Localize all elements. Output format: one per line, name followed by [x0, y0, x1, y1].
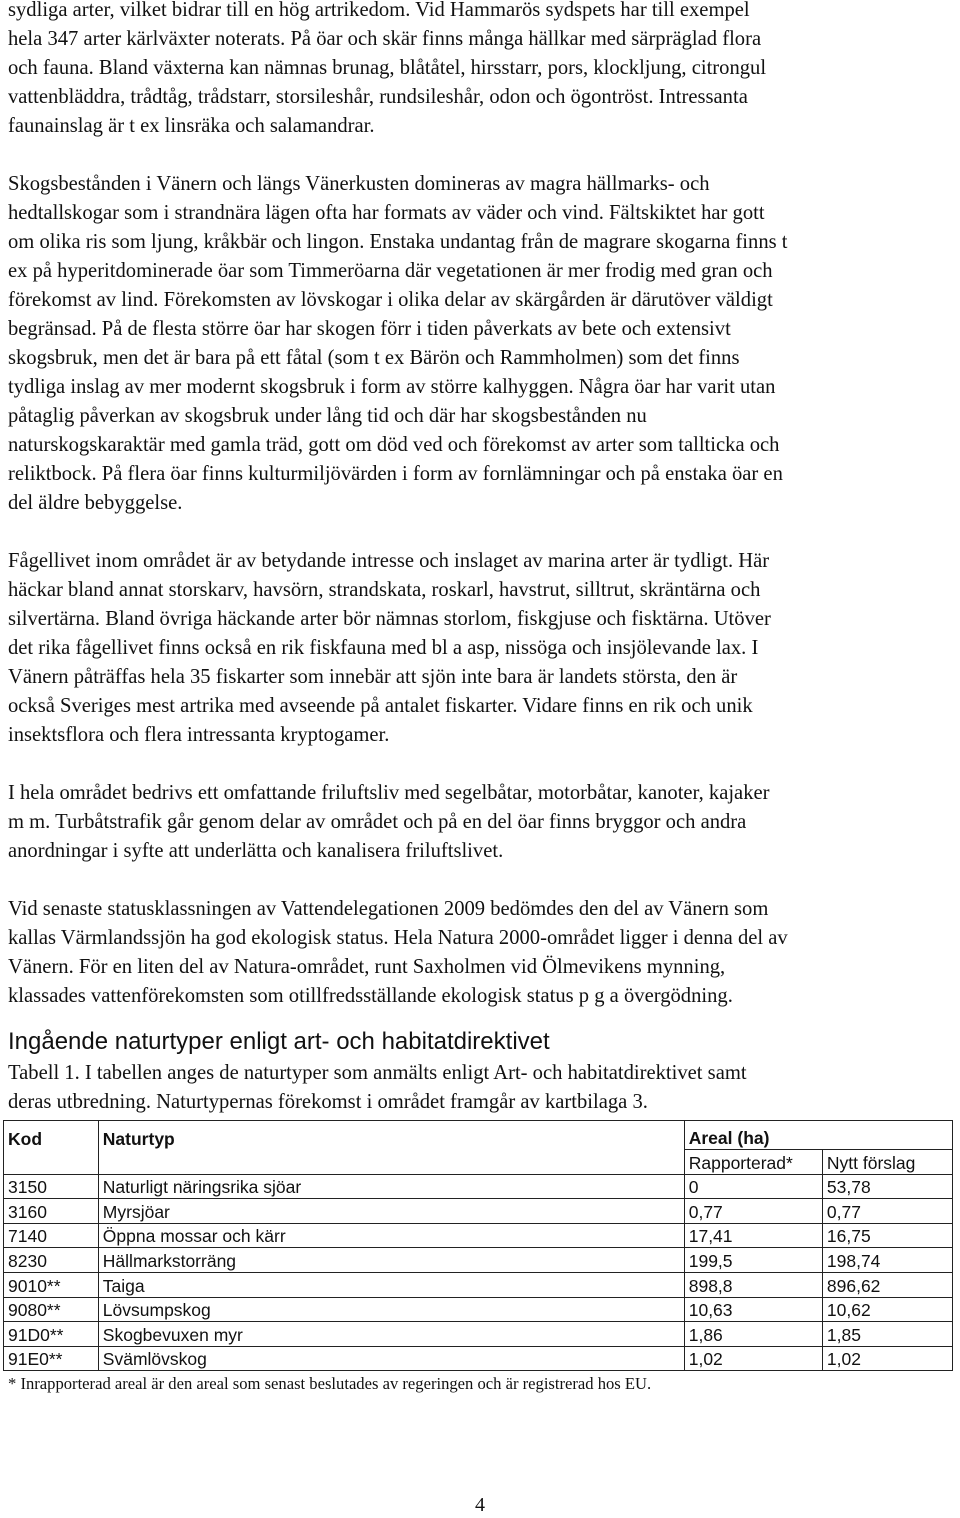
text-line: silvertärna. Bland övriga häckande arter bör nämnas storlom, fiskgjuse och fisktärna. Utöver	[8, 608, 771, 630]
cell-rapporterad: 10,63	[684, 1297, 822, 1322]
paragraph-water-status	[8, 895, 954, 1011]
header-naturtyp: Naturtyp	[98, 1121, 684, 1150]
text-line: Skogsbestånden i Vänern och längs Vänerkusten domineras av magra hällmarks- och	[8, 173, 710, 195]
table-row	[4, 1199, 953, 1224]
cell-nytt: 198,74	[822, 1248, 952, 1273]
cell-rapporterad: 199,5	[684, 1248, 822, 1273]
table-subheader-row	[4, 1150, 953, 1175]
text-line: Vänern. För en liten del av Natura-området, runt Saxholmen vid Ölmevikens mynning,	[8, 956, 726, 978]
cell-kod: 7140	[4, 1223, 99, 1248]
cell-kod: 3150	[4, 1174, 99, 1199]
cell-nytt: 16,75	[822, 1223, 952, 1248]
text-line: anordningar i syfte att underlätta och kanalisera friluftslivet.	[8, 840, 504, 862]
cell-nytt: 0,77	[822, 1199, 952, 1224]
text-line: deras utbredning. Naturtypernas förekomst i området framgår av kartbilaga 3.	[8, 1091, 648, 1113]
text-line: det rika fågellivet finns också en rik fiskfauna med bl a asp, nissöga och insjölevande lax. I	[8, 637, 759, 659]
cell-nytt: 1,02	[822, 1346, 952, 1371]
paragraph-outdoor-life	[8, 779, 954, 866]
text-line: Vänern påträffas hela 35 fiskarter som innebär att sjön inte bara är landets största, den är	[8, 666, 738, 688]
text-line: insektsflora och flera intressanta kryptogamer.	[8, 724, 390, 746]
text-line: naturskogskaraktär med gamla träd, gott om död ved och förekomst av arter som tallticka och	[8, 434, 780, 456]
cell-rapporterad: 0,77	[684, 1199, 822, 1224]
cell-nytt: 10,62	[822, 1297, 952, 1322]
section-heading: Ingående naturtyper enligt art- och habitatdirektivet	[8, 1028, 550, 1055]
cell-nytt: 53,78	[822, 1174, 952, 1199]
text-line: kallas Värmlandssjön ha god ekologisk status. Hela Natura 2000-området ligger i denna del av	[8, 927, 788, 949]
section-gap	[8, 1011, 954, 1023]
cell-naturtyp: Skogbevuxen myr	[98, 1322, 684, 1347]
cell-naturtyp: Lövsumpskog	[98, 1297, 684, 1322]
paragraph-gap	[8, 866, 954, 895]
text-line: ex på hyperitdominerade öar som Timmeröarna där vegetationen är mer frodig med gran och	[8, 260, 773, 282]
text-line: också Sveriges mest artrika med avseende på antalet fiskarter. Vidare finns en rik och unik	[8, 695, 753, 717]
table-row	[4, 1297, 953, 1322]
text-line: förekomst av lind. Förekomsten av lövskogar i olika delar av skärgården är därutöver väldigt	[8, 289, 773, 311]
page-number: 4	[475, 1494, 485, 1516]
cell-naturtyp: Svämlövskog	[98, 1346, 684, 1371]
header-nytt-forslag: Nytt förslag	[822, 1150, 952, 1175]
text-line: hedtallskogar som i strandnära lägen ofta har formats av väder och vind. Fältskiktet har gott	[8, 202, 765, 224]
cell-nytt: 896,62	[822, 1272, 952, 1297]
paragraph-birds	[8, 547, 954, 750]
table-caption	[8, 1059, 954, 1117]
cell-kod: 3160	[4, 1199, 99, 1224]
header-kod: Kod	[4, 1121, 99, 1150]
text-line: skogsbruk, men det är bara på ett fåtal (som t ex Bärön och Rammholmen) som det finns	[8, 347, 740, 369]
text-line: del äldre bebyggelse.	[8, 492, 183, 514]
paragraph-gap	[8, 141, 954, 170]
text-line: Fågellivet inom området är av betydande intresse och inslaget av marina arter är tydligt. Här	[8, 550, 770, 572]
header-kod-spacer	[4, 1150, 99, 1175]
cell-kod: 91D0**	[4, 1322, 99, 1347]
paragraph-flora	[8, 0, 954, 141]
paragraph-gap	[8, 518, 954, 547]
text-line: om olika ris som ljung, kråkbär och lingon. Enstaka undantag från de magrare skogarna finns t	[8, 231, 788, 253]
cell-kod: 91E0**	[4, 1346, 99, 1371]
text-line: sydliga arter, vilket bidrar till en hög artrikedom. Vid Hammarös sydspets har till exempel	[8, 0, 750, 21]
cell-rapporterad: 0	[684, 1174, 822, 1199]
cell-rapporterad: 1,02	[684, 1346, 822, 1371]
text-line: reliktbock. På flera öar finns kulturmiljövärden i form av fornlämningar och på enstaka öar en	[8, 463, 783, 485]
cell-naturtyp: Öppna mossar och kärr	[98, 1223, 684, 1248]
text-line: m m. Turbåtstrafik går genom delar av området och på en del öar finns bryggor och andra	[8, 811, 747, 833]
text-line: och fauna. Bland växterna kan nämnas brunag, blåtåtel, hirsstarr, pors, klockljung, citrongul	[8, 57, 767, 79]
text-line: klassades vattenförekomsten som otillfredsställande ekologisk status p g a övergödning.	[8, 985, 733, 1007]
cell-kod: 9080**	[4, 1297, 99, 1322]
habitat-table	[3, 1120, 953, 1371]
text-line: faunainslag är t ex linsräka och salamandrar.	[8, 115, 375, 137]
text-line: häckar bland annat storskarv, havsörn, strandskata, roskarl, havstrut, silltrut, skräntärna och	[8, 579, 761, 601]
text-line: begränsad. På de flesta större öar har skogen förr i tiden påverkats av bete och extensivt	[8, 318, 731, 340]
cell-kod: 8230	[4, 1248, 99, 1273]
cell-rapporterad: 898,8	[684, 1272, 822, 1297]
text-line: vattenbläddra, trådtåg, trådstarr, storsileshår, rundsileshår, odon och ögontröst. Intressanta	[8, 86, 748, 108]
text-line: Tabell 1. I tabellen anges de naturtyper som anmälts enligt Art- och habitatdirektivet samt	[8, 1062, 747, 1084]
cell-kod: 9010**	[4, 1272, 99, 1297]
cell-rapporterad: 17,41	[684, 1223, 822, 1248]
paragraph-gap	[8, 750, 954, 779]
header-areal: Areal (ha)	[684, 1121, 952, 1150]
text-line: I hela området bedrivs ett omfattande friluftsliv med segelbåtar, motorbåtar, kanoter, kajaker	[8, 782, 770, 804]
table-row	[4, 1248, 953, 1273]
header-naturtyp-spacer	[98, 1150, 684, 1175]
header-rapporterad: Rapporterad*	[684, 1150, 822, 1175]
table-row	[4, 1223, 953, 1248]
cell-naturtyp: Naturligt näringsrika sjöar	[98, 1174, 684, 1199]
table-footnote: * Inrapporterad areal är den areal som senast beslutades av regeringen och är registrerad hos EU.	[8, 1374, 652, 1394]
text-line: Vid senaste statusklassningen av Vattendelegationen 2009 bedömdes den del av Vänern som	[8, 898, 769, 920]
document-page	[8, 0, 954, 1395]
table-row	[4, 1272, 953, 1297]
cell-naturtyp: Taiga	[98, 1272, 684, 1297]
text-line: hela 347 arter kärlväxter noterats. På öar och skär finns många hällkar med särpräglad flora	[8, 28, 762, 50]
text-line: påtaglig påverkan av skogsbruk under lång tid och där har skogsbestånden nu	[8, 405, 647, 427]
table-row	[4, 1174, 953, 1199]
cell-rapporterad: 1,86	[684, 1322, 822, 1347]
cell-naturtyp: Hällmarkstorräng	[98, 1248, 684, 1273]
text-line: tydliga inslag av mer modernt skogsbruk i form av större kalhyggen. Några öar har varit utan	[8, 376, 776, 398]
table-header-row	[4, 1121, 953, 1150]
table-row	[4, 1346, 953, 1371]
cell-naturtyp: Myrsjöar	[98, 1199, 684, 1224]
cell-nytt: 1,85	[822, 1322, 952, 1347]
paragraph-forest	[8, 170, 954, 518]
table-row	[4, 1322, 953, 1347]
